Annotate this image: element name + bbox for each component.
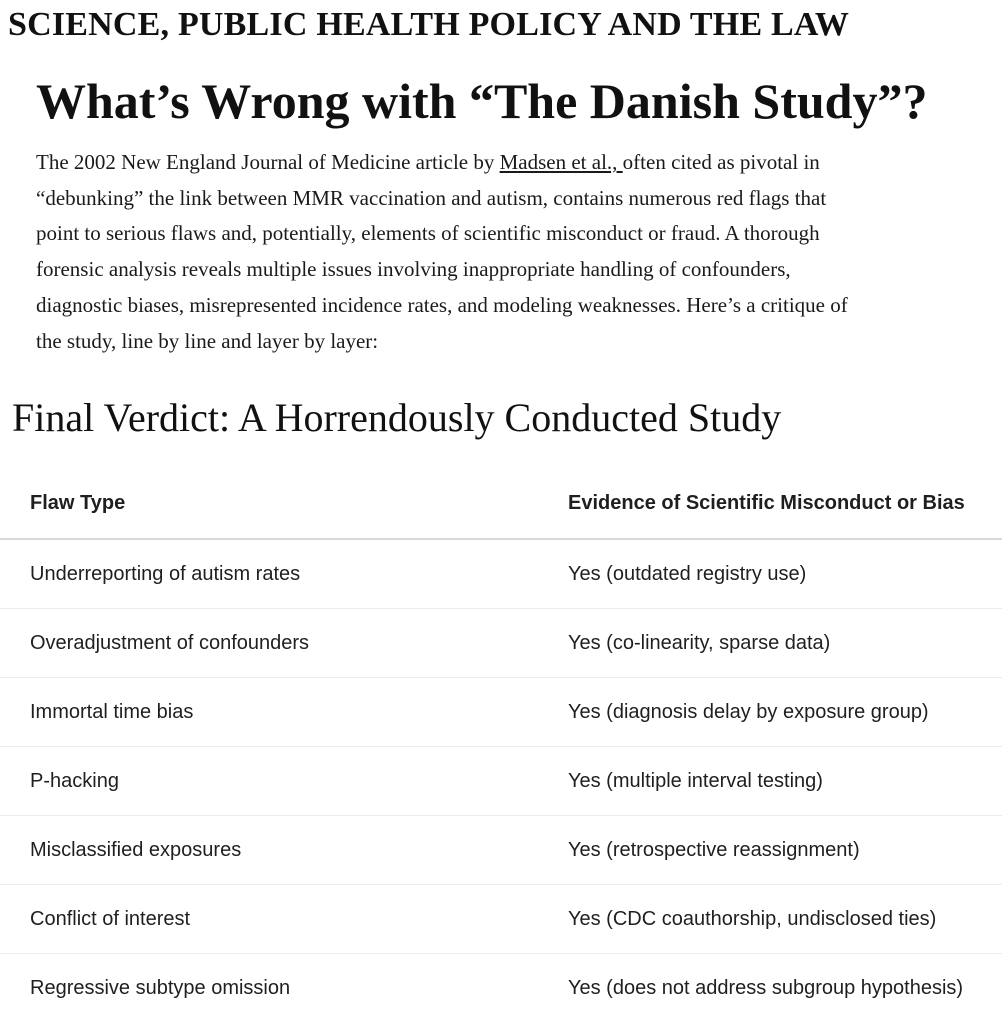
column-header-flaw-type: Flaw Type bbox=[0, 468, 568, 539]
flaw-cell: Immortal time bias bbox=[0, 678, 568, 747]
evidence-cell: Yes (diagnosis delay by exposure group) bbox=[568, 678, 1002, 747]
evidence-cell: Yes (retrospective reassignment) bbox=[568, 816, 1002, 885]
flaw-cell: Misclassified exposures bbox=[0, 816, 568, 885]
intro-paragraph bbox=[36, 145, 866, 359]
intro-text-before: The 2002 New England Journal of Medicine article by bbox=[36, 150, 500, 174]
evidence-cell: Yes (CDC coauthorship, undisclosed ties) bbox=[568, 885, 1002, 954]
flaw-cell: Conflict of interest bbox=[0, 885, 568, 954]
flaw-cell: Underreporting of autism rates bbox=[0, 539, 568, 609]
verdict-heading: Final Verdict: A Horrendously Conducted Study bbox=[12, 394, 781, 441]
table-header-row bbox=[0, 468, 1002, 539]
column-header-evidence: Evidence of Scientific Misconduct or Bias bbox=[568, 468, 1002, 539]
publication-masthead: SCIENCE, PUBLIC HEALTH POLICY AND THE LAW bbox=[8, 6, 849, 44]
citation-link[interactable]: Madsen et al., bbox=[500, 150, 623, 174]
flaw-cell: Regressive subtype omission bbox=[0, 954, 568, 1022]
table-row bbox=[0, 678, 1002, 747]
flaw-cell: Overadjustment of confounders bbox=[0, 609, 568, 678]
flaw-cell: P-hacking bbox=[0, 747, 568, 816]
evidence-cell: Yes (does not address subgroup hypothesis) bbox=[568, 954, 1002, 1022]
table-row bbox=[0, 609, 1002, 678]
evidence-cell: Yes (co-linearity, sparse data) bbox=[568, 609, 1002, 678]
intro-text-after: often cited as pivotal in “debunking” the link between MMR vaccination and autism, contains numerous red flags that point to serious flaws and, potentially, elements of scientific misconduct or fraud. A thorough forensic analysis reveals multiple issues involving inappropriate handling of confounders, diagnostic biases, misrepresented incidence rates, and modeling weaknesses. Here’s a critique of the study, line by line and layer by layer: bbox=[36, 150, 848, 353]
table-row bbox=[0, 539, 1002, 609]
table-row bbox=[0, 816, 1002, 885]
table-row bbox=[0, 747, 1002, 816]
article-headline: What’s Wrong with “The Danish Study”? bbox=[36, 72, 927, 130]
evidence-cell: Yes (outdated registry use) bbox=[568, 539, 1002, 609]
flaw-table bbox=[0, 468, 1002, 1022]
evidence-cell: Yes (multiple interval testing) bbox=[568, 747, 1002, 816]
table-row bbox=[0, 885, 1002, 954]
